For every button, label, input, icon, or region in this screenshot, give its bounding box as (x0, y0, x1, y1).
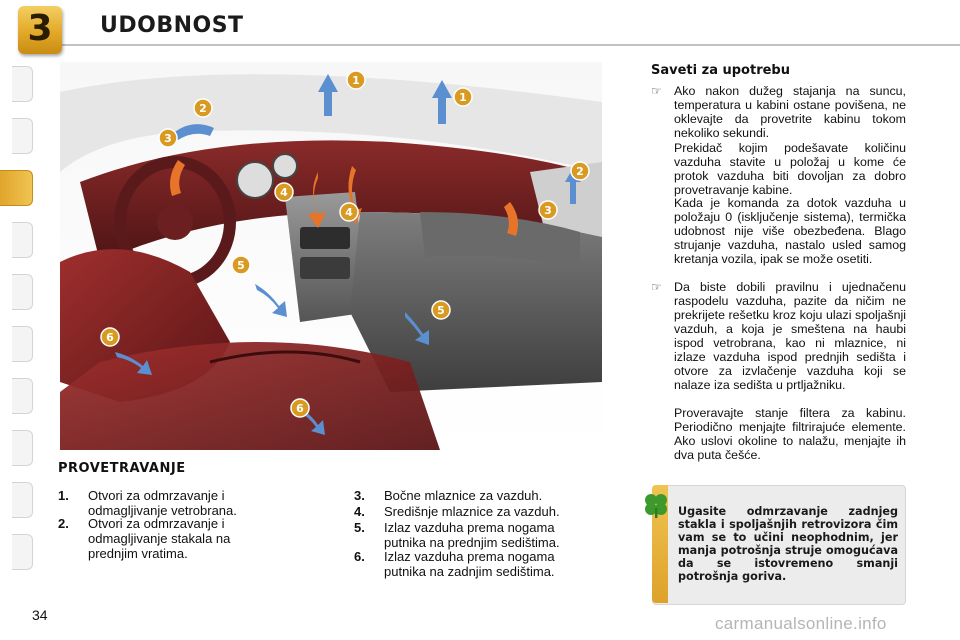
side-tab-active[interactable] (0, 170, 33, 206)
tip-paragraph: Da biste dobili pravilnu i ujednačenu raspodelu vazduha, pazite da ničim ne prekrijete rešetku kroz koju ulazi spoljašnji vazduh, a koja je smeštena na haubi ispod vetrobrana, kao ni mlaznice, ni izlaze vazduha ispod prednjih sedišta i otvore za izvlačenje vazduha koji se nalaze iza sedišta u prtljažniku. (674, 280, 906, 392)
watermark: carmanualsonline.info (715, 614, 887, 633)
clover-icon (643, 492, 669, 518)
svg-text:4: 4 (345, 206, 353, 219)
legend-number: 6. (354, 549, 365, 564)
callout-1 (454, 88, 472, 106)
legend-text: Izlaz vazduha prema nogama putnika na zadnjim sedištima. (384, 549, 555, 579)
svg-text:5: 5 (437, 304, 445, 317)
callout-3 (159, 129, 177, 147)
car-interior-illustration (60, 62, 602, 450)
svg-text:2: 2 (576, 165, 584, 178)
side-tab[interactable] (12, 326, 33, 362)
page-header (0, 0, 960, 62)
legend-number: 2. (58, 516, 69, 531)
tip-paragraph: Kada je komanda za dotok vazduha u položaju 0 (isključenje sistema), termička udobnost nije više obezbeđena. Blago strujanje vazduha, nastalo usled samog kretanja vozila, ipak se može osetiti. (674, 196, 906, 266)
side-tab[interactable] (12, 534, 33, 570)
side-tab[interactable] (12, 118, 33, 154)
header-rule (62, 44, 960, 46)
callout-4 (340, 203, 358, 221)
svg-text:3: 3 (164, 132, 172, 145)
callout-5 (432, 301, 450, 319)
callout-5 (232, 256, 250, 274)
callout-6 (291, 399, 309, 417)
svg-text:3: 3 (544, 204, 552, 217)
legend-text: Otvori za odmrzavanje i odmagljivanje stakala na prednjim vratima. (88, 516, 231, 561)
callout-6 (101, 328, 119, 346)
hand-pointer-icon: ☞ (651, 280, 662, 294)
tip-paragraph: Ako nakon dužeg stajanja na suncu, temperatura u kabini ostane povišena, ne oklevajte da provetrite kabinu tokom nekoliko sekundi. (674, 84, 906, 140)
callout-2 (571, 162, 589, 180)
eco-tip-text: Ugasite odmrzavanje zadnjeg stakla i spoljašnjih retrovizora čim vam se to učini neophodnim, jer manja potrošnja struje omogućava da se istovremeno smanji potrošnja goriva. (678, 505, 898, 583)
legend-text: Otvori za odmrzavanje i odmagljivanje vetrobrana. (88, 488, 237, 518)
callout-1 (347, 71, 365, 89)
side-tab[interactable] (12, 430, 33, 466)
side-tab[interactable] (12, 66, 33, 102)
legend-number: 4. (354, 504, 365, 519)
tips-heading: Saveti za upotrebu (651, 63, 790, 78)
legend-text: Bočne mlaznice za vazduh. (384, 488, 543, 503)
tip-paragraph: Proveravajte stanje filtera za kabinu. Periodično menjajte filtrirajuće elemente. Ako uslovi okoline to nalažu, menjajte ih dva puta češće. (674, 406, 906, 462)
callout-2 (194, 99, 212, 117)
svg-text:4: 4 (280, 186, 288, 199)
hand-pointer-icon: ☞ (651, 84, 662, 98)
side-tab[interactable] (12, 222, 33, 258)
legend-text: Izlaz vazduha prema nogama putnika na prednjim sedištima. (384, 520, 560, 550)
svg-text:2: 2 (199, 102, 207, 115)
callout-3 (539, 201, 557, 219)
ventilation-heading: PROVETRAVANJE (58, 461, 186, 476)
page-title: UDOBNOST (100, 13, 244, 38)
svg-text:5: 5 (237, 259, 245, 272)
side-tab[interactable] (12, 378, 33, 414)
page-number: 34 (32, 607, 48, 623)
svg-text:1: 1 (459, 91, 467, 104)
svg-text:6: 6 (106, 331, 114, 344)
legend-number: 1. (58, 488, 69, 503)
legend-number: 5. (354, 520, 365, 535)
svg-text:1: 1 (352, 74, 360, 87)
legend-text: Središnje mlaznice za vazduh. (384, 504, 560, 519)
tip-paragraph: Prekidač kojim podešavate količinu vazduha stavite u položaj u kome će protok vazduha biti dovoljan za dobro provetravanje kabine. (674, 141, 906, 197)
side-tab[interactable] (12, 274, 33, 310)
chapter-side-tabs (0, 64, 34, 584)
callout-4 (275, 183, 293, 201)
legend-number: 3. (354, 488, 365, 503)
side-tab[interactable] (12, 482, 33, 518)
rear-seat (60, 342, 440, 450)
chapter-number: 3 (27, 8, 53, 49)
chapter-badge (18, 6, 62, 54)
svg-text:6: 6 (296, 402, 304, 415)
